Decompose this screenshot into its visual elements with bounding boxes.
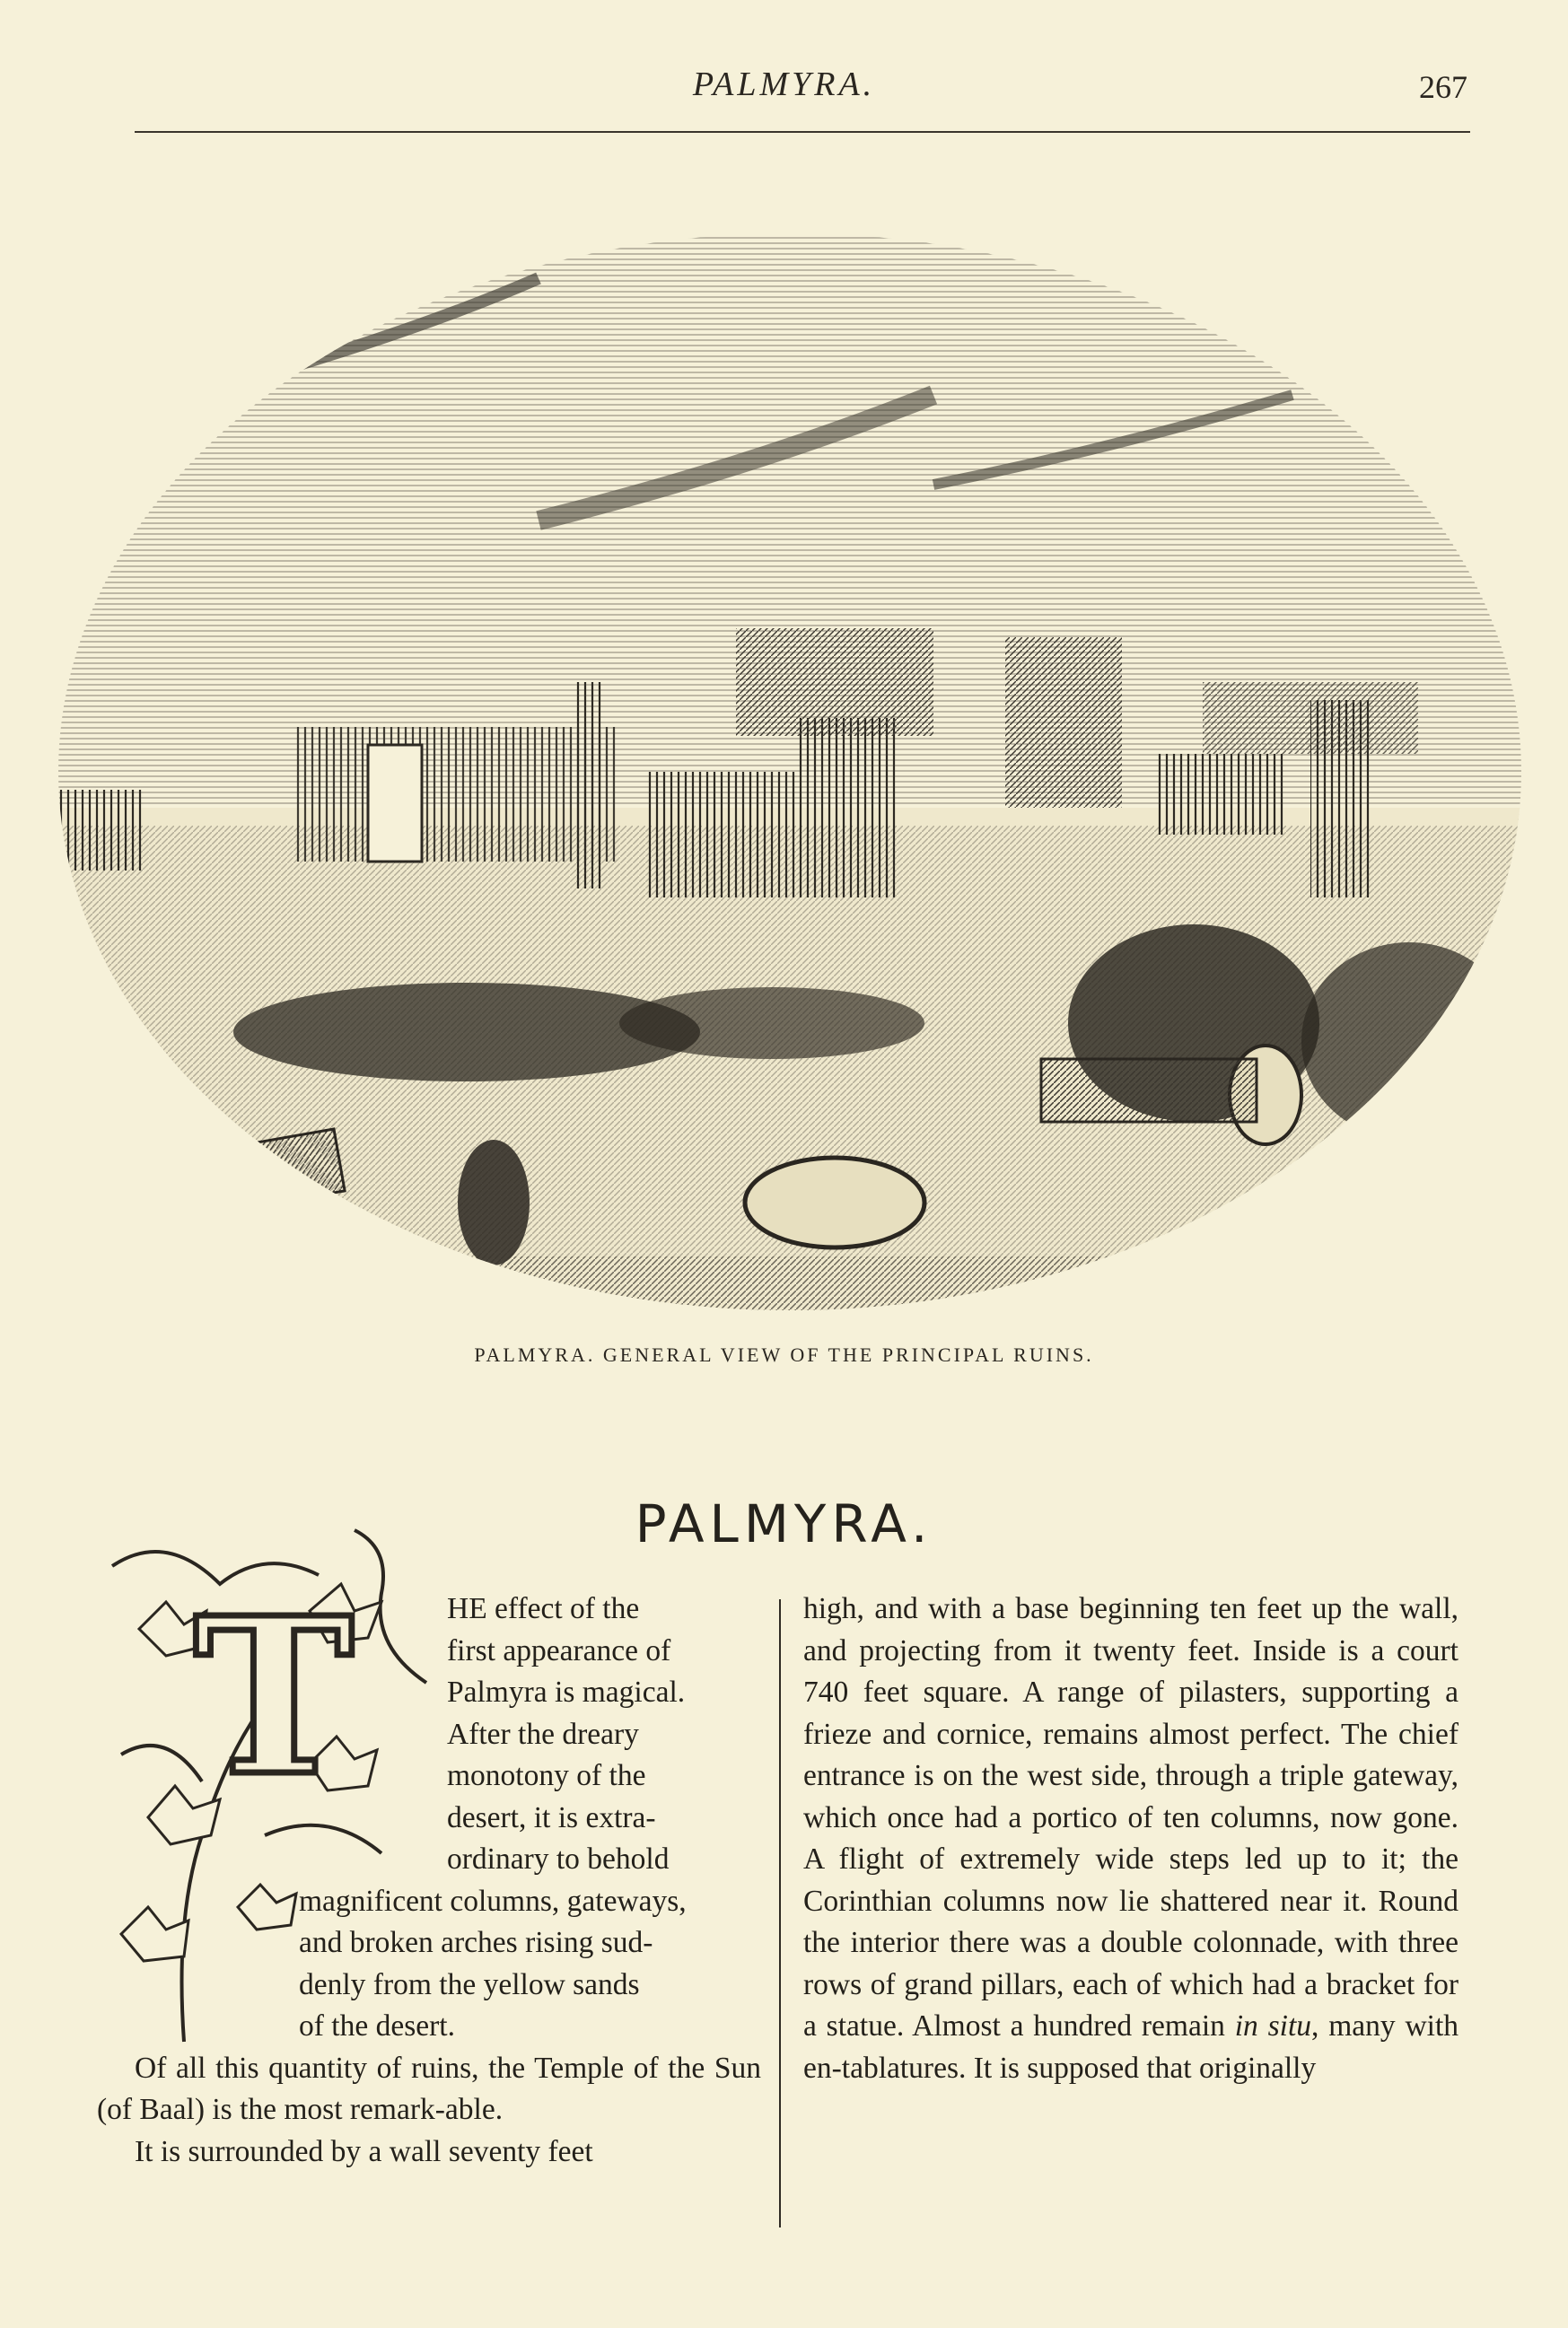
temple-ruin bbox=[736, 628, 933, 736]
paragraph-temple: Of all this quantity of ruins, the Temple of the Sun (of Baal) is the most remark-able. bbox=[97, 2051, 761, 2126]
ruin-colonnade bbox=[36, 790, 144, 871]
left-column bbox=[97, 1588, 761, 2173]
ruin-colonnade bbox=[296, 727, 619, 862]
text-line: denly from the yellow sands bbox=[299, 1967, 640, 2001]
article-title: PALMYRA. bbox=[635, 1492, 933, 1554]
page-number: 267 bbox=[1419, 69, 1467, 105]
column-divider bbox=[779, 1599, 781, 2227]
text-line: desert, it is extra- bbox=[447, 1800, 656, 1834]
illustration-caption: PALMYRA. GENERAL VIEW OF THE PRINCIPAL RUINS. bbox=[474, 1343, 1094, 1366]
drop-cap-lines bbox=[97, 1588, 761, 1881]
ruin-colonnade bbox=[646, 772, 799, 897]
ruin-colonnade bbox=[1158, 754, 1283, 835]
fallen-block bbox=[1041, 1059, 1257, 1122]
engraving-scene bbox=[36, 197, 1544, 1328]
text-line: Palmyra is magical. bbox=[447, 1676, 686, 1709]
palmyra-ruins-engraving bbox=[36, 197, 1544, 1328]
text-run: , many with en-tablatures. It is supposed that originally bbox=[803, 2009, 1459, 2085]
caravan bbox=[619, 987, 924, 1059]
ruin-colonnade bbox=[799, 718, 898, 897]
text-line: magnificent columns, gateways, bbox=[299, 1884, 687, 1918]
text-line: HE effect of the bbox=[447, 1592, 640, 1625]
column-drum bbox=[745, 1158, 924, 1247]
drop-cap-letter: T bbox=[193, 1571, 355, 1824]
bush bbox=[1301, 942, 1517, 1140]
paragraph-temple-continued bbox=[803, 1588, 1459, 2089]
ruin-column bbox=[574, 682, 601, 888]
header-rule bbox=[135, 131, 1470, 133]
wrapped-lines bbox=[97, 1881, 761, 2048]
seated-figures bbox=[458, 1140, 530, 1265]
text-line: ordinary to behold bbox=[447, 1842, 670, 1876]
running-title: PALMYRA. bbox=[692, 66, 876, 103]
foreground-rubble bbox=[36, 1256, 1544, 1328]
ruin-colonnade bbox=[1203, 682, 1418, 754]
italic-phrase: in situ bbox=[1234, 2009, 1312, 2043]
text-line: first appearance of bbox=[447, 1633, 671, 1667]
text-line: and broken arches rising sud- bbox=[299, 1926, 653, 1959]
ruin-arch bbox=[368, 745, 422, 862]
paragraph-wall: It is surrounded by a wall seventy feet bbox=[135, 2134, 593, 2168]
text-line: After the dreary bbox=[447, 1717, 639, 1751]
text-run: high, and with a base beginning ten feet up the wall, and projecting from it twenty feet. Inside is a court 740 feet square. A range of pilasters, supporting a frieze and cornice, remains almost perfect. The chief entrance is on the west side, through a triple gateway, which once had a portico of ten columns, now gone. A flight of extremely wide steps led up to it; the Corinthian columns now lie shattered near it. Round the interior there was a double colonnade, with three rows of grand pillars, each of which had a bracket for a statue. Almost a hundred remain bbox=[803, 1592, 1459, 2043]
fallen-block bbox=[104, 1129, 345, 1231]
tower-ruin bbox=[1005, 637, 1122, 808]
text-line: of the desert. bbox=[299, 2009, 455, 2043]
right-column bbox=[803, 1588, 1459, 2089]
text-line: monotony of the bbox=[447, 1759, 646, 1792]
